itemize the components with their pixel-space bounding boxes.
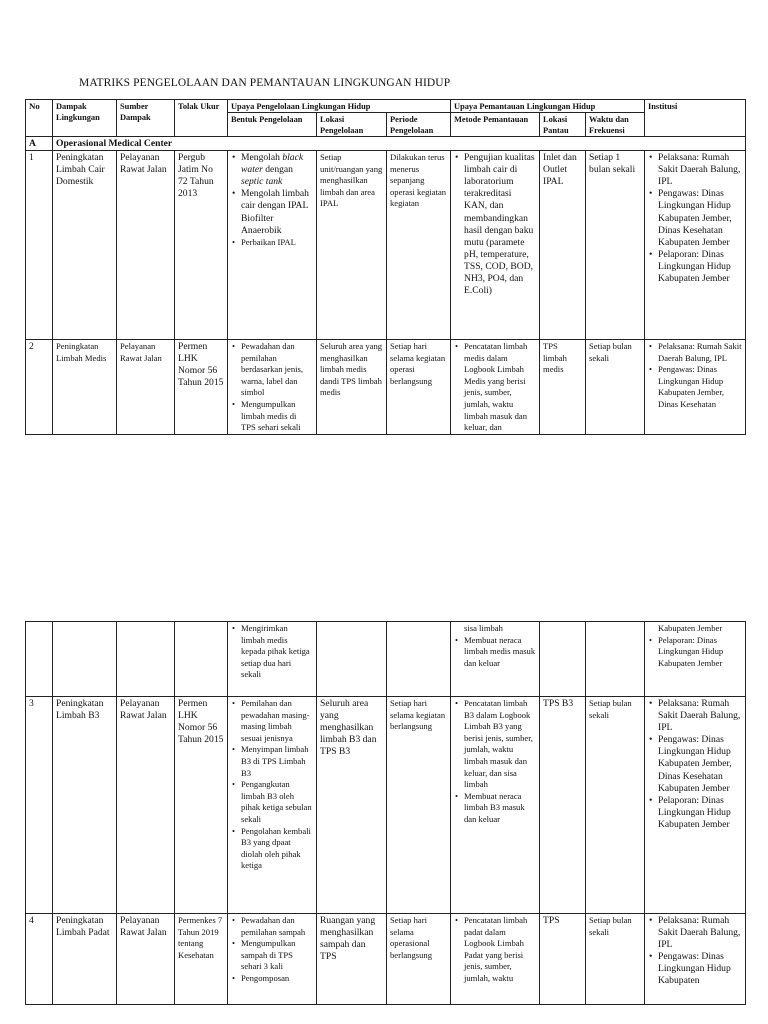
header-periode: Periode Pengelolaan xyxy=(387,113,451,137)
cell-lokasi: Setiap unit/ruangan yang menghasilkan limbah dan area IPAL xyxy=(317,151,387,340)
cell-tolak-ukur: Permenkes 7 Tahun 2019 tentang Kesehatan xyxy=(175,914,228,1005)
cell-tolak-ukur: Permen LHK Nomor 56 Tahun 2015 xyxy=(175,340,228,435)
list-item: • Pencatatan limbah padat dalam Logbook Limbah Padat yang berisi jenis, sumber, jumlah, waktu xyxy=(464,915,536,985)
cell-bentuk xyxy=(228,622,317,697)
header-lokasi-pengelolaan: Lokasi Pengelolaan xyxy=(317,113,387,137)
list-item: • Pencatatan limbah B3 dalam Logbook Limbah B3 yang berisi jenis, sumber, jumlah, waktu limbah masuk dan keluar, dan sisa limbah xyxy=(464,698,536,791)
list-item: • Menyimpan limbah B3 di TPS Limbah B3 xyxy=(241,744,313,779)
table-row xyxy=(26,697,746,914)
matrix-table-page-1 xyxy=(25,99,746,435)
header-dampak: Dampak Lingkungan xyxy=(53,100,117,137)
list-item: • Pengawas: Dinas Lingkungan Hidup Kabupaten Jember, Dinas Kesehatan xyxy=(658,364,742,410)
cell-institusi xyxy=(645,340,746,435)
cell-dampak: Peningkatan Limbah Cair Domestik xyxy=(53,151,117,340)
cell-sumber: Pelayanan Rawat Jalan xyxy=(117,914,175,1005)
row-number: 1 xyxy=(26,151,53,340)
cell-sumber: Pelayanan Rawat Jalan xyxy=(117,697,175,914)
cell-waktu: Setiap bulan sekali xyxy=(586,914,645,1005)
list-item: • Mengirimkan limbah medis kepada pihak ketiga setiap dua hari sekali xyxy=(241,623,313,681)
header-metode: Metode Pemantauan xyxy=(451,113,540,137)
list-item: • Mengumpulkan sampah di TPS sehari 3 kali xyxy=(241,938,313,973)
list-item: • Pewadahan dan pemilahan berdasarkan jenis, warna, label dan simbol xyxy=(241,341,313,399)
matrix-table-page-2 xyxy=(25,621,746,1005)
cell-dampak: Peningkatan Limbah Medis xyxy=(53,340,117,435)
list-item: • Mengolah limbah cair dengan IPAL Biofilter Anaerobik xyxy=(241,188,313,236)
cell-metode xyxy=(451,697,540,914)
section-letter: A xyxy=(26,137,53,151)
cell-lokasi: Ruangan yang menghasilkan sampah dan TPS xyxy=(317,914,387,1005)
list-item: • Pengolahan kembali B3 yang dpaat diolah oleh pihak ketiga xyxy=(241,826,313,872)
cell-lokasi-pantau: Inlet dan Outlet IPAL xyxy=(540,151,586,340)
list-item: • Pengujian kualitas limbah cair di laboratorium terakreditasi KAN, dan membandingkan hasil dengan baku mutu (paramete pH, temperature, TSS, COD, BOD, NH3, PO4, dan E.Coli) xyxy=(464,152,536,297)
header-no: No xyxy=(26,100,53,137)
list-item: • Pengawas: Dinas Lingkungan Hidup Kabupaten Jember, Dinas Kesehatan Kabupaten Jember xyxy=(658,734,742,794)
list-item: • Pelaporan: Dinas Lingkungan Hidup Kabupaten Jember xyxy=(658,635,742,670)
list-item: • Pengawas: Dinas Lingkungan Hidup Kabupaten Jember, Dinas Kesehatan Kabupaten Jember xyxy=(658,188,742,248)
cell-waktu: Setiap 1 bulan sekali xyxy=(586,151,645,340)
header-upaya-pengelolaan: Upaya Pengelolaan Lingkungan Hidup xyxy=(228,100,451,113)
list-item: • Mengolah black water dengan septic tank xyxy=(241,152,313,188)
document-title: MATRIKS PENGELOLAAN DAN PEMANTAUAN LINGKUNGAN HIDUP xyxy=(79,77,451,89)
cell-periode: Setiap hari selama operasional berlangsung xyxy=(387,914,451,1005)
list-item: • Pelaksana: Rumah Sakit Daerah Balung, IPL xyxy=(658,915,742,951)
row-number: 2 xyxy=(26,340,53,435)
table-row xyxy=(26,340,746,435)
list-item: • Pelaksana: Rumah Sakit Daerah Balung, IPL xyxy=(658,152,742,188)
header-bentuk: Bentuk Pengelolaan xyxy=(228,113,317,137)
list-item: • Pelaksana: Rumah Sakit Daerah Balung, IPL xyxy=(658,341,742,364)
table-row xyxy=(26,622,746,697)
cell-sumber: Pelayanan Rawat Jalan xyxy=(117,151,175,340)
cell-bentuk xyxy=(228,151,317,340)
list-item: • Pencatatan limbah medis dalam Logbook Limbah Medis yang berisi jenis, sumber, jumlah, waktu limbah masuk dan keluar, dan xyxy=(464,341,536,434)
cell-bentuk xyxy=(228,914,317,1005)
cell-lokasi: Seluruh area yang menghasilkan limbah B3 dan TPS B3 xyxy=(317,697,387,914)
table-row xyxy=(26,151,746,340)
cell-metode xyxy=(451,914,540,1005)
cell-periode: Setiap hari selama kegiatan berlangsung xyxy=(387,697,451,914)
cell-institusi: Kabupaten Jember • Pelaporan: Dinas Lingkungan Hidup Kabupaten Jember xyxy=(645,622,746,697)
cell-periode: Setiap hari selama kegiatan operasi berlangsung xyxy=(387,340,451,435)
header-tolak-ukur: Tolak Ukur xyxy=(175,100,228,137)
header-institusi: Institusi xyxy=(645,100,746,137)
cell-waktu: Setiap bulan sekali xyxy=(586,340,645,435)
cell-metode xyxy=(451,340,540,435)
cell-lokasi-pantau: TPS xyxy=(540,914,586,1005)
section-row xyxy=(26,137,746,151)
list-item: • Pengawas: Dinas Lingkungan Hidup Kabupaten xyxy=(658,951,742,987)
header-waktu: Waktu dan Frekuensi xyxy=(586,113,645,137)
list-item: • Perbaikan IPAL xyxy=(241,237,313,249)
list-item: • Pewadahan dan pemilahan sampah xyxy=(241,915,313,938)
cell-metode xyxy=(451,151,540,340)
cell-sumber: Pelayanan Rawat Jalan xyxy=(117,340,175,435)
cell-dampak: Peningkatan Limbah Padat xyxy=(53,914,117,1005)
table-row xyxy=(26,914,746,1005)
list-item: • Membuat neraca limbah B3 masuk dan keluar xyxy=(464,791,536,826)
list-item: • Pelaporan: Dinas Lingkungan Hidup Kabupaten Jember xyxy=(658,249,742,285)
cell-tolak-ukur: Pergub Jatim No 72 Tahun 2013 xyxy=(175,151,228,340)
cell-lokasi: Seluruh area yang menghasilkan limbah medis dandi TPS limbah medis xyxy=(317,340,387,435)
cell-tolak-ukur: Permen LHK Nomor 56 Tahun 2015 xyxy=(175,697,228,914)
list-item: • Pengomposan xyxy=(241,973,313,985)
header-row-1 xyxy=(26,100,746,113)
cell-waktu: Setiap bulan sekali xyxy=(586,697,645,914)
list-item: • Pengangkutan limbah B3 oleh pihak ketiga sebulan sekali xyxy=(241,779,313,825)
header-sumber: Sumber Dampak xyxy=(117,100,175,137)
header-lokasi-pantau: Lokasi Pantau xyxy=(540,113,586,137)
cell-bentuk xyxy=(228,340,317,435)
cell-metode: sisa limbah • Membuat neraca limbah medis masuk dan keluar xyxy=(451,622,540,697)
row-number: 3 xyxy=(26,697,53,914)
list-item: • Pelaporan: Dinas Lingkungan Hidup Kabupaten Jember xyxy=(658,795,742,831)
cell-institusi xyxy=(645,151,746,340)
section-label: Operasional Medical Center xyxy=(53,137,746,151)
header-upaya-pemantauan: Upaya Pemantauan Lingkungan Hidup xyxy=(451,100,645,113)
cell-periode: Dilakukan terus menerus sepanjang operasi kegiatan kegiatan xyxy=(387,151,451,340)
list-item: • Mengumpulkan limbah medis di TPS sehari sekali xyxy=(241,399,313,434)
row-number: 4 xyxy=(26,914,53,1005)
cell-dampak: Peningkatan Limbah B3 xyxy=(53,697,117,914)
list-item: • Membuat neraca limbah medis masuk dan keluar xyxy=(464,635,536,670)
cell-institusi xyxy=(645,914,746,1005)
cell-lokasi-pantau: TPS limbah medis xyxy=(540,340,586,435)
list-item: • Pelaksana: Rumah Sakit Daerah Balung, IPL xyxy=(658,698,742,734)
cell-institusi xyxy=(645,697,746,914)
cell-bentuk xyxy=(228,697,317,914)
cell-lokasi-pantau: TPS B3 xyxy=(540,697,586,914)
list-item: • Pemilahan dan pewadahan masing-masing limbah sesuai jenisnya xyxy=(241,698,313,744)
